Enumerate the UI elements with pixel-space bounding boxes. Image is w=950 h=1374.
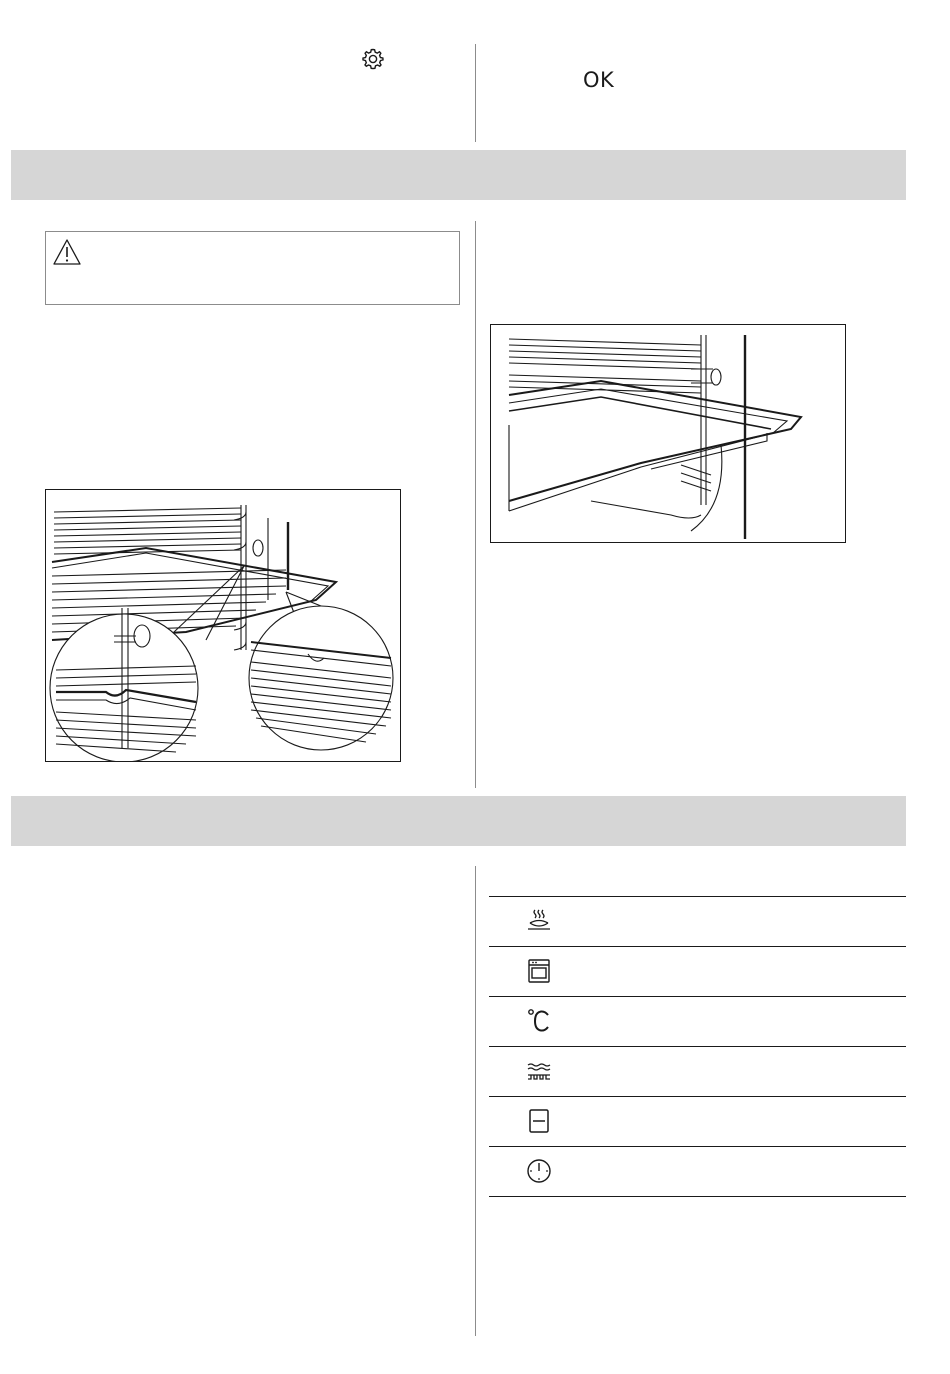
- column-divider-bottom: [475, 866, 476, 1336]
- minus-box-icon: [525, 1107, 553, 1135]
- column-divider-top: [475, 44, 476, 142]
- symbol-row-heat-up: [489, 1046, 906, 1096]
- section-header-band-2: [11, 796, 906, 846]
- wire-shelf-illustration: [46, 490, 401, 762]
- ok-button-label: OK: [583, 68, 615, 92]
- symbol-row-oven: [489, 946, 906, 996]
- symbol-row-temperature: [489, 996, 906, 1046]
- heating-function-icon: [525, 907, 553, 935]
- warning-box: [45, 231, 460, 305]
- symbol-row-minus: [489, 1096, 906, 1146]
- warning-triangle-icon: [52, 238, 82, 266]
- gear-icon: [360, 46, 386, 72]
- celsius-icon: [525, 1007, 553, 1035]
- clock-icon: [525, 1157, 553, 1185]
- symbol-row-heating-function: [489, 896, 906, 946]
- section-header-band: [11, 150, 906, 200]
- baking-tray-illustration: [491, 325, 846, 543]
- column-divider-middle: [475, 221, 476, 788]
- symbol-row-clock: [489, 1146, 906, 1197]
- display-symbols-table: [489, 896, 906, 1197]
- heat-up-icon: [525, 1057, 553, 1085]
- baking-tray-figure: [490, 324, 846, 543]
- wire-shelf-figure: [45, 489, 401, 762]
- oven-icon: [525, 957, 553, 985]
